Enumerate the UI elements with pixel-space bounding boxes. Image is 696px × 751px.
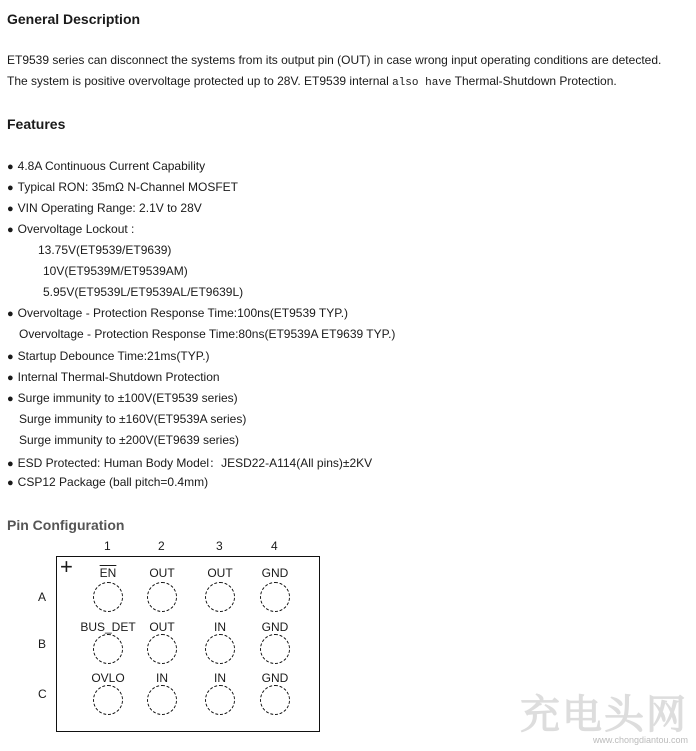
- feature-text: 10V(ET9539M/ET9539AM): [43, 264, 188, 278]
- feature-item: [7, 454, 372, 471]
- bullet-icon: ●: [7, 203, 14, 215]
- watermark: [520, 695, 688, 745]
- features-heading: Features: [7, 116, 66, 132]
- pin-label: IN: [156, 671, 168, 685]
- solder-ball: [147, 634, 177, 664]
- general-description-line-2: [7, 71, 617, 94]
- watermark-logo: 充电头网: [520, 693, 688, 737]
- feature-item: [38, 243, 171, 257]
- feature-text: Surge immunity to ±100V(ET9539 series): [17, 391, 238, 405]
- bullet-icon: ●: [7, 372, 14, 384]
- pin-label: IN: [214, 620, 226, 634]
- pin-label: OUT: [207, 566, 233, 580]
- pin-label: GND: [261, 620, 289, 634]
- bullet-icon: ●: [7, 161, 14, 173]
- pin-label: OVLO: [91, 671, 125, 685]
- feature-text: Overvoltage - Protection Response Time:100ns(ET9539 TYP.): [17, 306, 349, 320]
- pin-row-label: B: [38, 637, 47, 651]
- pin-label: IN: [214, 671, 226, 685]
- pin-row-label: A: [38, 590, 47, 604]
- feature-text: 4.8A Continuous Current Capability: [17, 159, 206, 173]
- feature-item: [7, 180, 238, 194]
- bullet-icon: ●: [7, 308, 14, 320]
- solder-ball: [93, 634, 123, 664]
- desc-text-a: The system is positive overvoltage protected up to 28V. ET9539 internal: [7, 74, 393, 88]
- feature-item: [7, 306, 348, 320]
- pin-label: OUT: [149, 566, 175, 580]
- feature-item: [43, 285, 243, 299]
- bullet-icon: ●: [7, 224, 14, 236]
- pin-label: GND: [261, 671, 289, 685]
- feature-text: Overvoltage Lockout :: [17, 222, 135, 236]
- feature-text: Overvoltage - Protection Response Time:80ns(ET9539A ET9639 TYP.): [19, 327, 396, 341]
- bullet-icon: ●: [7, 351, 14, 363]
- bullet-icon: ●: [7, 182, 14, 194]
- feature-item: [7, 159, 205, 173]
- bullet-icon: ●: [7, 458, 14, 470]
- solder-ball: [205, 685, 235, 715]
- solder-ball: [205, 582, 235, 612]
- pin-label: $\overline{EN}$: [99, 566, 117, 580]
- feature-item: [43, 264, 188, 278]
- pin-column-label: 2: [158, 539, 165, 553]
- pin-label: GND: [261, 566, 289, 580]
- solder-ball: [260, 582, 290, 612]
- feature-item: [19, 433, 239, 447]
- feature-text: Internal Thermal-Shutdown Protection: [17, 370, 220, 384]
- feature-text: 13.75V(ET9539/ET9639): [38, 243, 172, 257]
- pin-label: OUT: [149, 620, 175, 634]
- solder-ball: [147, 685, 177, 715]
- solder-ball: [93, 582, 123, 612]
- feature-text: Surge immunity to ±200V(ET9639 series): [19, 433, 240, 447]
- pin-column-label: 1: [104, 539, 111, 553]
- feature-text: Surge immunity to ±160V(ET9539A series): [19, 412, 247, 426]
- pin1-marker: +: [60, 554, 73, 579]
- feature-item: [7, 201, 202, 215]
- feature-item: [7, 391, 238, 405]
- general-description-heading: General Description: [7, 11, 141, 27]
- feature-item: [7, 349, 210, 363]
- solder-ball: [147, 582, 177, 612]
- desc-text-c: Thermal-Shutdown Protection.: [451, 74, 617, 88]
- feature-item: [7, 475, 208, 489]
- pin-column-label: 3: [216, 539, 223, 553]
- feature-item: [19, 327, 395, 341]
- solder-ball: [205, 634, 235, 664]
- pin-column-label: 4: [271, 539, 278, 553]
- feature-text: ESD Protected: Human Body Model：JESD22-A114(All pins)±2KV: [17, 456, 373, 470]
- solder-ball: [260, 685, 290, 715]
- pin-configuration-heading: Pin Configuration: [7, 517, 125, 533]
- feature-item: [19, 412, 246, 426]
- feature-item: [7, 370, 220, 384]
- solder-ball: [260, 634, 290, 664]
- feature-text: VIN Operating Range: 2.1V to 28V: [17, 201, 202, 215]
- feature-text: Typical RON: 35mΩ N-Channel MOSFET: [17, 180, 239, 194]
- bullet-icon: ●: [7, 393, 14, 405]
- bullet-icon: ●: [7, 477, 14, 489]
- feature-text: 5.95V(ET9539L/ET9539AL/ET9639L): [43, 285, 244, 299]
- feature-item: [7, 222, 134, 236]
- feature-text: CSP12 Package (ball pitch=0.4mm): [17, 475, 209, 489]
- pin-row-label: C: [38, 687, 47, 701]
- watermark-url: www.chongdiantou.com: [592, 735, 688, 745]
- pin-label: BUS_DET: [80, 620, 136, 634]
- solder-ball: [93, 685, 123, 715]
- general-description-line-1: ET9539 series can disconnect the systems from its output pin (OUT) in case wrong input operating conditions are detected.: [7, 53, 662, 67]
- desc-text-b: also have: [392, 77, 452, 89]
- feature-text: Startup Debounce Time:21ms(TYP.): [17, 349, 210, 363]
